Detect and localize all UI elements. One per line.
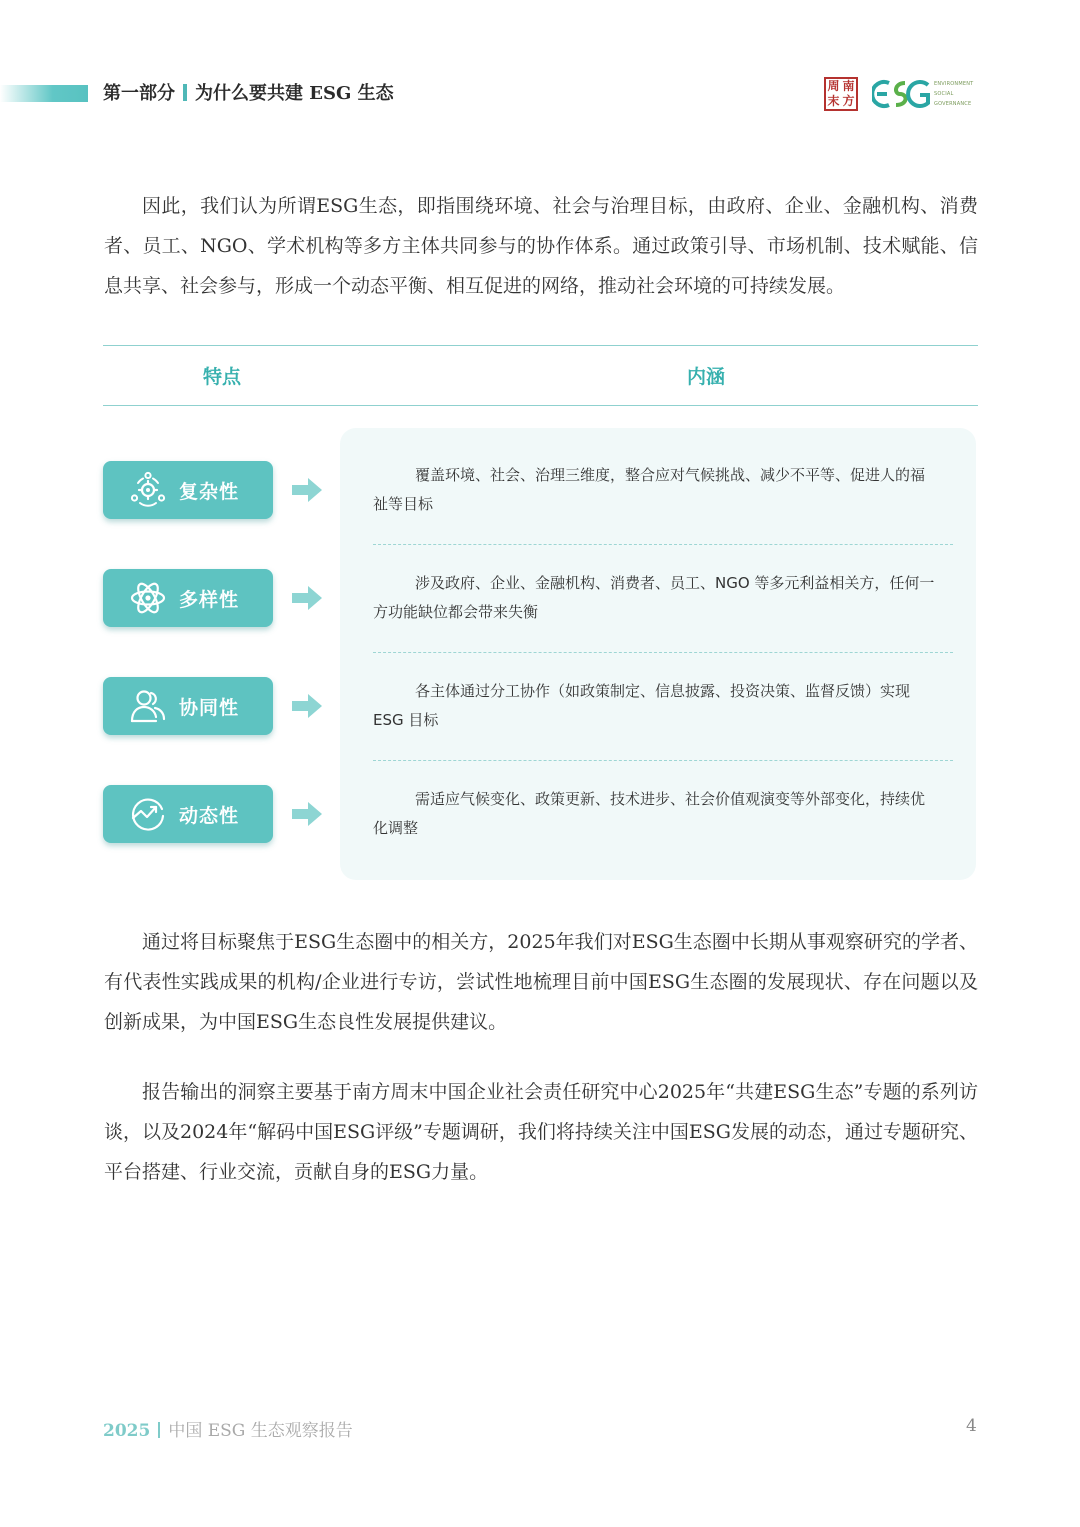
feature-description: 涉及政府、企业、金融机构、消费者、员工、NGO 等多元利益相关方，任何一方功能缺位都会带来失衡 xyxy=(373,574,935,621)
seal-char: 周 xyxy=(827,79,840,93)
row-divider xyxy=(373,544,953,545)
col-header-feature: 特点 xyxy=(203,366,242,388)
page-number: 4 xyxy=(966,1416,977,1436)
body-paragraph-3: 报告输出的洞察主要基于南方周末中国企业社会责任研究中心2025年“共建ESG生态”专题的系列访谈，以及2024年“解码中国ESG评级”专题调研，我们将持续关注中国ESG发展的动态，通过专题研究、平台搭建、行业交流，贡献自身的ESG力量。 xyxy=(104,1081,978,1183)
section-header xyxy=(103,79,394,109)
feature-badge-diversity xyxy=(103,569,273,627)
feature-label: 复杂性 xyxy=(179,480,240,503)
row-divider xyxy=(373,760,953,761)
arrow-right-icon xyxy=(290,476,324,504)
feature-badge-dynamics xyxy=(103,785,273,843)
feature-label: 动态性 xyxy=(179,804,240,827)
feature-label: 协同性 xyxy=(179,696,240,719)
feature-description: 各主体通过分工协作（如政策制定、信息披露、投资决策、监督反馈）实现 ESG 目标 xyxy=(373,682,911,729)
section-label: 第一部分 xyxy=(103,83,175,104)
footer-separator xyxy=(158,1422,160,1438)
footer-year: 2025 xyxy=(103,1421,151,1441)
header-separator xyxy=(183,84,187,101)
feature-description: 需适应气候变化、政策更新、技术进步、社会价值观演变等外部变化，持续优化调整 xyxy=(373,790,926,837)
intro-paragraph: 因此，我们认为所谓ESG生态，即指围绕环境、社会与治理目标，由政府、企业、金融机构、消费者、员工、NGO、学术机构等多方主体共同参与的协作体系。通过政策引导、市场机制、技术赋能、信息共享、社会参与，形成一个动态平衡、相互促进的网络，推动社会环境的可持续发展。 xyxy=(104,195,978,297)
esg-logo-words: ENVIRONMENT SOCIAL GOVERNANCE xyxy=(934,81,974,107)
seal-char: 南 xyxy=(842,79,855,93)
arrow-right-icon xyxy=(290,800,324,828)
row-divider xyxy=(373,652,953,653)
arrow-right-icon xyxy=(290,584,324,612)
body-paragraph-2: 通过将目标聚焦于ESG生态圈中的相关方，2025年我们对ESG生态圈中长期从事观察研究的学者、有代表性实践成果的机构/企业进行专访，尝试性地梳理目前中国ESG生态圈的发展现状、存在问题以及创新成果，为中国ESG生态良性发展提供建议。 xyxy=(104,931,978,1033)
arrow-right-icon xyxy=(290,692,324,720)
southern-weekly-seal-logo xyxy=(824,77,858,111)
esg-logo-icon xyxy=(872,76,934,112)
feature-label: 多样性 xyxy=(179,588,240,611)
footer-report-title xyxy=(103,1416,353,1441)
seal-char: 方 xyxy=(842,94,855,108)
feature-description: 覆盖环境、社会、治理三维度，整合应对气候挑战、减少不平等、促进人的福祉等目标 xyxy=(373,466,926,513)
feature-badge-complexity xyxy=(103,461,273,519)
header-accent-bar xyxy=(0,85,88,102)
network-gear-icon xyxy=(129,471,167,509)
feature-badge-synergy xyxy=(103,677,273,735)
trend-circle-icon xyxy=(129,795,167,833)
table-header-rule xyxy=(103,405,978,406)
people-icon xyxy=(129,687,167,725)
atom-icon xyxy=(129,579,167,617)
footer-title: 中国 ESG 生态观察报告 xyxy=(168,1421,353,1441)
table-top-rule xyxy=(103,345,978,346)
section-title: 为什么要共建 ESG 生态 xyxy=(195,83,394,104)
seal-char: 末 xyxy=(827,94,840,108)
col-header-meaning: 内涵 xyxy=(687,366,726,388)
